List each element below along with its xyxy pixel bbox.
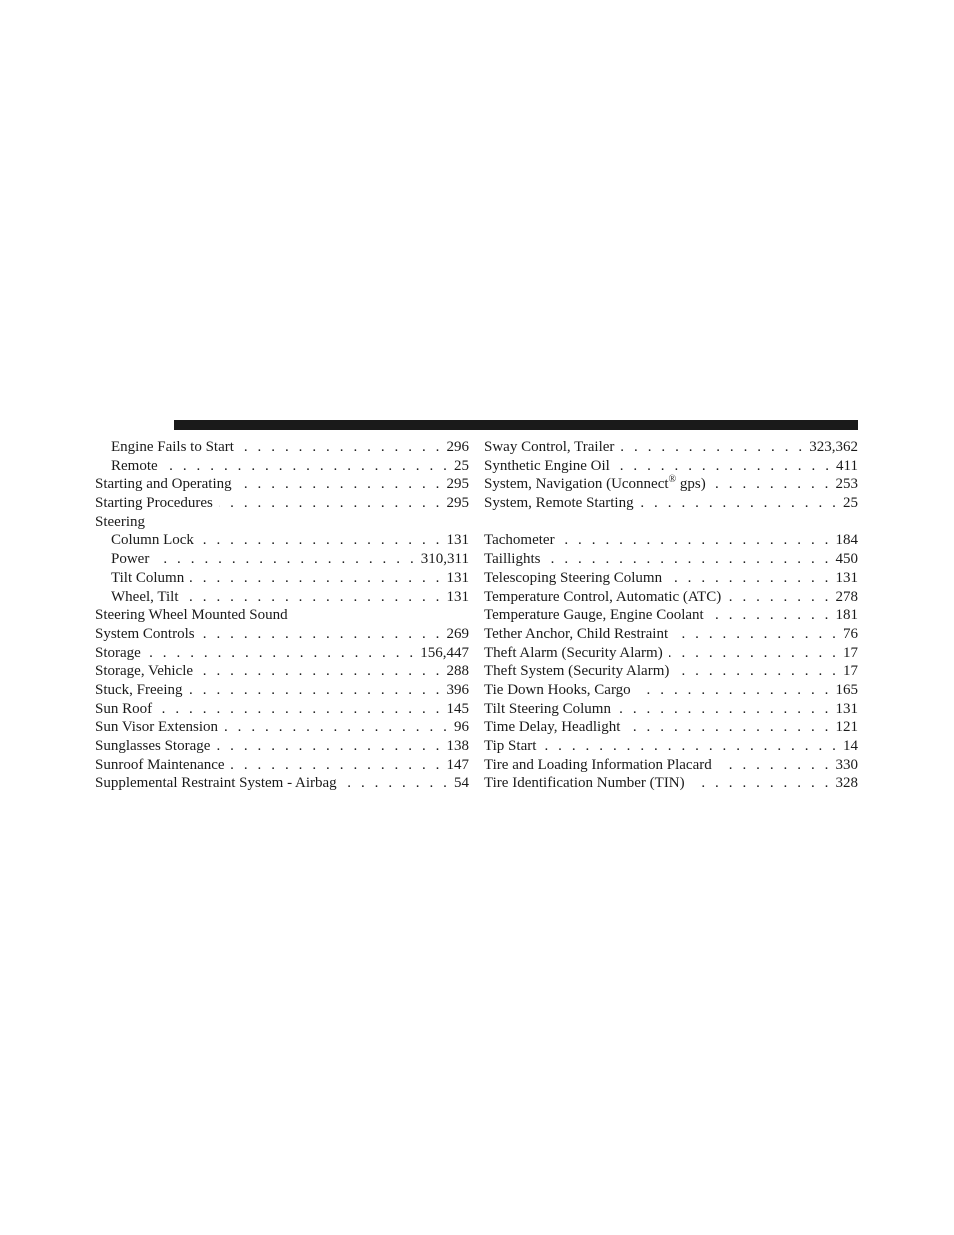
dot-leader [626,718,831,737]
index-column-right [484,438,858,793]
entry-page-number: 131 [835,569,858,586]
entry-page-number: 396 [446,681,469,698]
dot-leader [155,550,416,569]
dot-leader [712,475,832,494]
index-entry [95,700,469,719]
index-entry [95,438,469,457]
entry-page-number: 76 [843,625,858,642]
entry-label: Sun Roof [95,700,153,717]
entry-page-number: 181 [835,607,858,624]
entry-label: Theft Alarm (Security Alarm) [484,644,663,661]
entry-page-number: 147 [446,756,469,773]
entry-label: Telescoping Steering Column [484,569,663,586]
index-entry [95,718,469,737]
entry-label: Remote [111,457,158,474]
index-entry [484,457,858,476]
entry-page-number: 17 [843,663,858,680]
index-entry [95,662,469,681]
dot-leader [617,700,832,719]
dot-leader [727,588,831,607]
entry-label: Sunglasses Storage [95,738,211,754]
entry-label: Synthetic Engine Oil [484,457,610,474]
index-entry [95,569,469,588]
index-entry [95,550,469,569]
entry-label: Engine Fails to Start [111,439,234,455]
index-entry [484,494,858,513]
index-entry [95,588,469,607]
index-entry [484,625,858,644]
entry-label: Theft System (Security Alarm) [484,663,670,680]
entry-page-number: 17 [843,644,858,661]
index-entry [484,438,858,457]
index-entry [95,494,469,513]
index-entry [95,475,469,494]
dot-leader [164,457,450,476]
dot-leader [216,737,442,756]
entry-page-number: 145 [446,700,469,717]
entry-label: Temperature Control, Automatic (ATC) [484,588,722,605]
index-entry [484,756,858,775]
dot-leader [224,718,450,737]
entry-label: Tire and Loading Information Placard [484,756,712,773]
dot-leader [675,662,839,681]
dot-leader [546,550,831,569]
entry-page-number: 131 [446,569,469,586]
entry-label: Tilt Column [111,569,185,586]
index-entry [484,606,858,625]
dot-leader [185,588,443,607]
index-entry [95,681,469,700]
index-entry [95,625,469,644]
dot-leader [637,681,832,700]
dot-leader [199,662,442,681]
entry-page-number: 25 [454,457,469,474]
dot-leader [561,531,832,550]
index-entry [484,662,858,681]
entry-label: Tachometer [484,532,555,549]
dot-leader [200,531,443,550]
entry-label: System, Navigation (Uconnect® gps) [484,474,706,493]
entry-label: Column Lock [111,532,194,549]
index-entry [484,475,858,494]
dot-leader [668,569,831,588]
entry-page-number: 323,362 [809,439,858,455]
dot-leader [240,438,443,457]
index-entry [484,588,858,607]
index-entry [484,700,858,719]
entry-page-number: 131 [446,588,469,605]
index-entry [484,550,858,569]
entry-page-number: 25 [843,495,858,512]
dot-leader [158,700,442,719]
entry-label: Starting Procedures [95,495,213,512]
entry-page-number: 278 [835,588,858,605]
entry-page-number: 450 [835,551,858,568]
entry-label: Sway Control, Trailer [484,439,615,455]
index-entry [95,513,469,532]
entry-page-number: 14 [843,738,858,754]
index-entry [95,531,469,550]
entry-page-number: 96 [454,719,469,736]
dot-leader [190,569,442,588]
entry-label: System, Remote Starting [484,495,634,512]
entry-label: Tilt Steering Column [484,700,611,717]
entry-page-number: 138 [446,738,469,754]
index-entry [484,718,858,737]
index-entry [95,774,469,793]
dot-leader [620,438,805,457]
dot-leader [542,737,839,756]
entry-label: Temperature Gauge, Engine Coolant [484,607,704,624]
entry-label: Power [111,551,150,568]
entry-page-number: 295 [446,495,469,512]
dot-leader [343,774,450,793]
dot-leader [231,756,443,775]
entry-label: Storage, Vehicle [95,663,194,680]
dot-leader [691,774,832,793]
entry-label: Tire Identification Number (TIN) [484,775,685,792]
dot-leader [640,494,839,513]
index-column-left [95,438,469,793]
entry-label: Time Delay, Headlight [484,719,621,736]
entry-label: Taillights [484,551,541,568]
entry-label: Starting and Operating [95,476,232,493]
dot-leader [147,644,416,663]
entry-label: Steering Wheel Mounted Sound [95,607,288,624]
entry-label: Supplemental Restraint System - Airbag [95,775,337,792]
entry-label: Tie Down Hooks, Cargo [484,681,631,698]
dot-leader [710,606,832,625]
dot-leader [238,475,443,494]
entry-page-number: 411 [836,457,858,474]
entry-page-number: 269 [446,625,469,642]
entry-label: Sunroof Maintenance [95,756,225,773]
header-rule [174,420,858,430]
index-entry [484,569,858,588]
dot-leader [219,494,443,513]
dot-leader [616,457,832,476]
index-entry [484,531,858,550]
entry-label: Storage [95,644,141,661]
entry-page-number: 296 [446,439,469,455]
entry-page-number: 131 [835,700,858,717]
index-entry [484,681,858,700]
dot-leader [201,625,443,644]
index-entry [484,737,858,756]
dot-leader [674,625,839,644]
entry-page-number: 165 [835,681,858,698]
entry-page-number: 121 [835,719,858,736]
index-entry [95,756,469,775]
entry-page-number: 131 [446,532,469,549]
index-entry [95,644,469,663]
entry-label: System Controls [95,625,195,642]
entry-page-number: 253 [835,476,858,493]
index-entry [95,457,469,476]
entry-label: Tip Start [484,738,537,754]
dot-leader [718,756,832,775]
entry-label: Sun Visor Extension [95,719,218,736]
entry-page-number: 295 [446,476,469,493]
entry-page-number: 184 [835,532,858,549]
dot-leader [189,681,443,700]
entry-page-number: 310,311 [420,551,469,568]
entry-page-number: 328 [835,775,858,792]
entry-page-number: 330 [835,756,858,773]
entry-label: Stuck, Freeing [95,681,183,698]
entry-label: Tether Anchor, Child Restraint [484,625,669,642]
index-entry [95,737,469,756]
registered-mark: ® [668,474,677,486]
index-gap [484,513,858,532]
index-entry [484,774,858,793]
entry-page-number: 288 [446,663,469,680]
index-entry [484,644,858,663]
dot-leader [669,644,839,663]
entry-label: Wheel, Tilt [111,588,179,605]
entry-page-number: 54 [454,775,469,792]
index-entry [95,606,469,625]
entry-label: Steering [95,513,145,530]
entry-page-number: 156,447 [420,644,469,661]
